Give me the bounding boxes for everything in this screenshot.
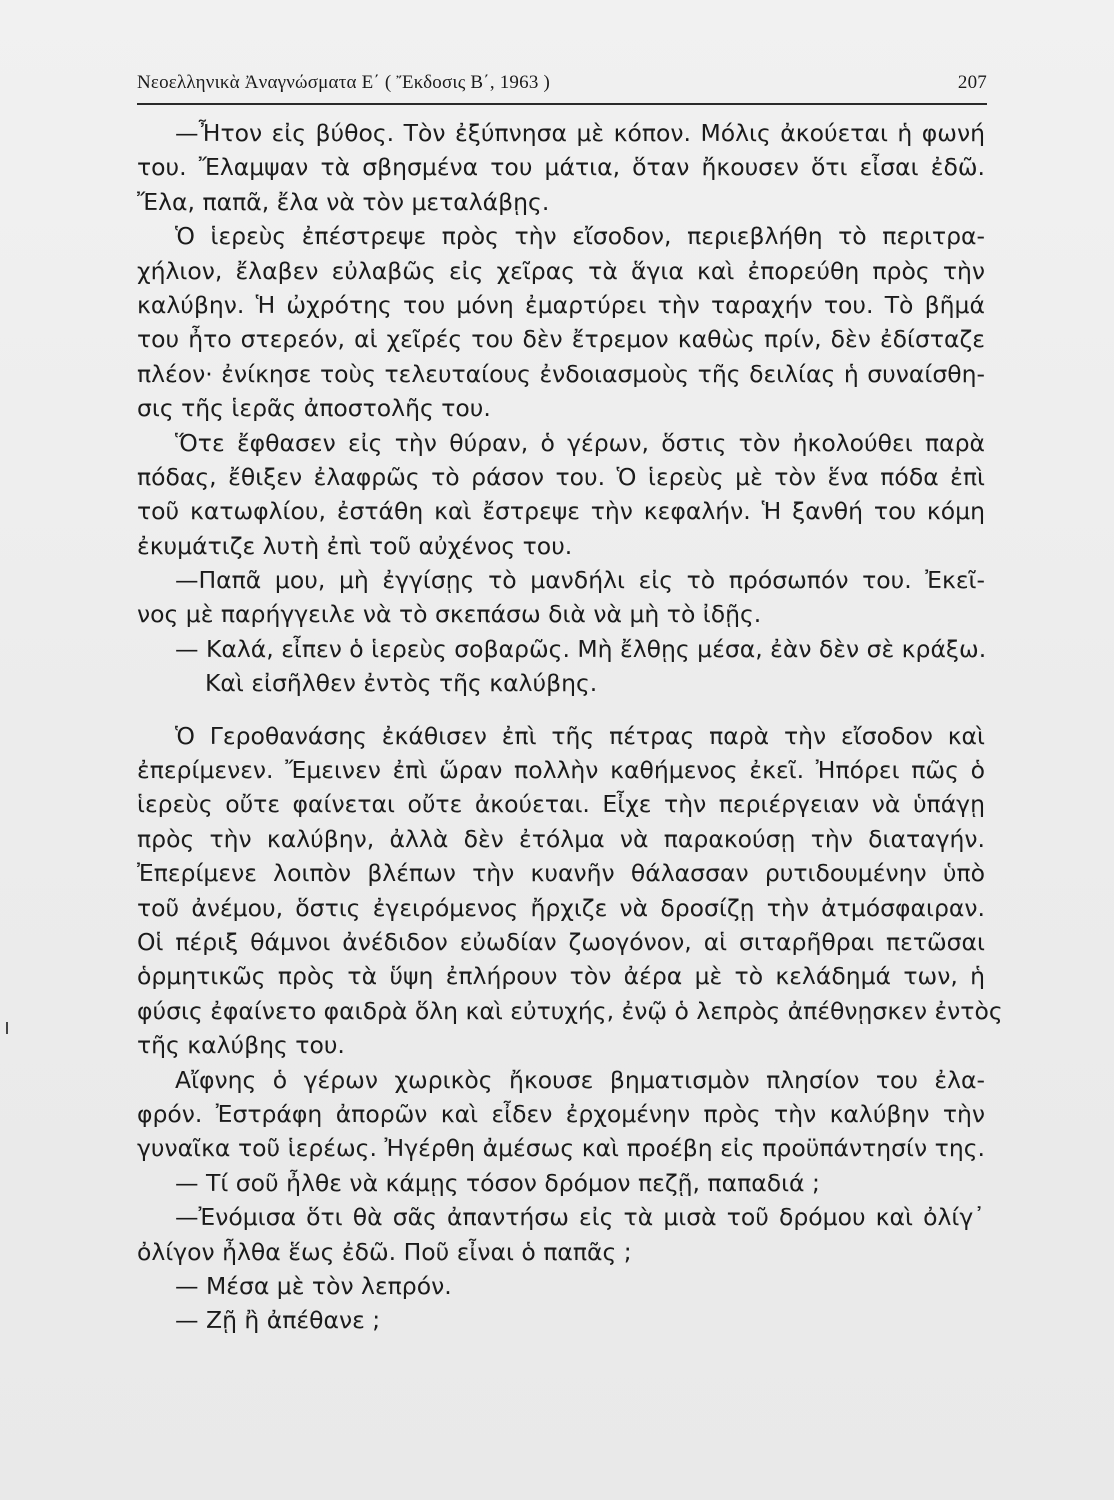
text-line: τοῦ κατωφλίου, ἐστάθη καὶ ἔστρεψε τὴν κεφαλήν. Ἡ ξανθή του κόμη: [137, 497, 985, 526]
text-line: του. Ἔλαμψαν τὰ σβησμένα του μάτια, ὅταν ἤκουσεν ὅτι εἶσαι ἐδῶ.: [137, 153, 985, 182]
text-line: τοῦ ἀνέμου, ὅστις ἐγειρόμενος ἤρχιζε νὰ δροσίζῃ τὴν ἀτμόσφαιραν.: [137, 893, 985, 922]
text-line: —Ἐνόμισα ὅτι θὰ σᾶς ἀπαντήσω εἰς τὰ μισὰ τοῦ δρόμου καὶ ὀλίγ᾽: [175, 1203, 985, 1232]
text-line: — Ζῇ ἢ ἀπέθανε ;: [175, 1306, 381, 1335]
text-line: —Παπᾶ μου, μὴ ἐγγίσῃς τὸ μανδήλι εἰς τὸ πρόσωπόν του. Ἐκεῖ-: [175, 566, 985, 595]
header-title: Νεοελληνικὰ Ἀναγνώσματα Ε΄ ( Ἔκδοσις Β΄, 1963 ): [137, 72, 550, 93]
text-line: Ὁ Γεροθανάσης ἐκάθισεν ἐπὶ τῆς πέτρας παρὰ τὴν εἴσοδον καὶ: [175, 721, 985, 750]
text-line: πλέον· ἐνίκησε τοὺς τελευταίους ἐνδοιασμοὺς τῆς δειλίας ἡ συναίσθη-: [137, 359, 985, 388]
margin-mark: [6, 1022, 8, 1034]
header-rule: [137, 103, 987, 105]
text-line: — Μέσα μὲ τὸν λεπρόν.: [175, 1271, 452, 1300]
paragraph-gap: [137, 701, 985, 719]
text-line: πρὸς τὴν καλύβην, ἀλλὰ δὲν ἐτόλμα νὰ παρακούσῃ τὴν διαταγήν.: [137, 824, 985, 853]
text-line: καλύβην. Ἡ ὠχρότης του μόνη ἐμαρτύρει τὴν ταραχήν του. Τὸ βῆμά: [137, 290, 985, 319]
text-line: του ἦτο στερεόν, αἱ χεῖρές του δὲν ἔτρεμον καθὼς πρίν, δὲν ἐδίσταζε: [137, 325, 985, 354]
body-text: [137, 116, 1003, 1338]
text-line: γυναῖκα τοῦ ἱερέως. Ἠγέρθη ἀμέσως καὶ προέβη εἰς προϋπάντησίν της.: [137, 1134, 985, 1163]
text-line: — Τί σοῦ ἦλθε νὰ κάμῃς τόσον δρόμον πεζῇ, παπαδιά ;: [175, 1168, 820, 1197]
text-line: σις τῆς ἱερᾶς ἀποστολῆς του.: [137, 394, 491, 423]
running-header: [137, 70, 987, 100]
text-line: φύσις ἐφαίνετο φαιδρὰ ὅλη καὶ εὐτυχής, ἐνῷ ὁ λεπρὸς ἀπέθνῃσκεν ἐντὸς: [137, 996, 1003, 1025]
page-number: 207: [957, 72, 987, 93]
text-line: ὀλίγον ἦλθα ἕως ἐδῶ. Ποῦ εἶναι ὁ παπᾶς ;: [137, 1237, 632, 1266]
text-line: φρόν. Ἐστράφη ἀπορῶν καὶ εἶδεν ἐρχομένην πρὸς τὴν καλύβην τὴν: [137, 1099, 985, 1128]
text-line: ἱερεὺς οὔτε φαίνεται οὔτε ἀκούεται. Εἶχε τὴν περιέργειαν νὰ ὑπάγῃ: [137, 790, 985, 819]
text-line: ὁρμητικῶς πρὸς τὰ ὕψη ἐπλήρουν τὸν ἀέρα μὲ τὸ κελάδημά των, ἡ: [137, 962, 985, 991]
text-line: τῆς καλύβης του.: [137, 1031, 345, 1060]
text-line: νος μὲ παρήγγειλε νὰ τὸ σκεπάσω διὰ νὰ μὴ τὸ ἰδῇς.: [137, 600, 762, 629]
text-line: ἐπερίμενεν. Ἔμεινεν ἐπὶ ὥραν πολλὴν καθήμενος ἐκεῖ. Ἠπόρει πῶς ὁ: [137, 756, 985, 785]
text-line: — Καλά, εἶπεν ὁ ἱερεὺς σοβαρῶς. Μὴ ἔλθῃς μέσα, ἐὰν δὲν σὲ κράξω.: [175, 634, 987, 663]
text-line: ἐκυμάτιζε λυτὴ ἐπὶ τοῦ αὐχένος του.: [137, 531, 573, 560]
text-line: Αἴφνης ὁ γέρων χωρικὸς ἤκουσε βηματισμὸν πλησίον του ἐλα-: [175, 1065, 985, 1094]
text-line: Ἔλα, παπᾶ, ἔλα νὰ τὸν μεταλάβῃς.: [137, 187, 550, 216]
text-line: Ἐπερίμενε λοιπὸν βλέπων τὴν κυανῆν θάλασσαν ρυτιδουμένην ὑπὸ: [137, 859, 985, 888]
text-line: Ὅτε ἔφθασεν εἰς τὴν θύραν, ὁ γέρων, ὅστις τὸν ἠκολούθει παρὰ: [175, 428, 985, 457]
text-line: —Ἦτον εἰς βύθος. Τὸν ἐξύπνησα μὲ κόπον. Μόλις ἀκούεται ἡ φωνή: [175, 119, 985, 147]
text-line: Καὶ εἰσῆλθεν ἐντὸς τῆς καλύβης.: [205, 669, 598, 698]
text-line: Ὁ ἱερεὺς ἐπέστρεψε πρὸς τὴν εἴσοδον, περιεβλήθη τὸ περιτρα-: [175, 222, 985, 251]
text-line: χήλιον, ἔλαβεν εὐλαβῶς εἰς χεῖρας τὰ ἅγια καὶ ἐπορεύθη πρὸς τὴν: [137, 256, 985, 285]
text-line: πόδας, ἔθιξεν ἐλαφρῶς τὸ ράσον του. Ὁ ἱερεὺς μὲ τὸν ἕνα πόδα ἐπὶ: [137, 462, 985, 491]
text-line: Οἱ πέριξ θάμνοι ἀνέδιδον εὐωδίαν ζωογόνον, αἱ σιταρῆθραι πετῶσαι: [137, 927, 985, 956]
